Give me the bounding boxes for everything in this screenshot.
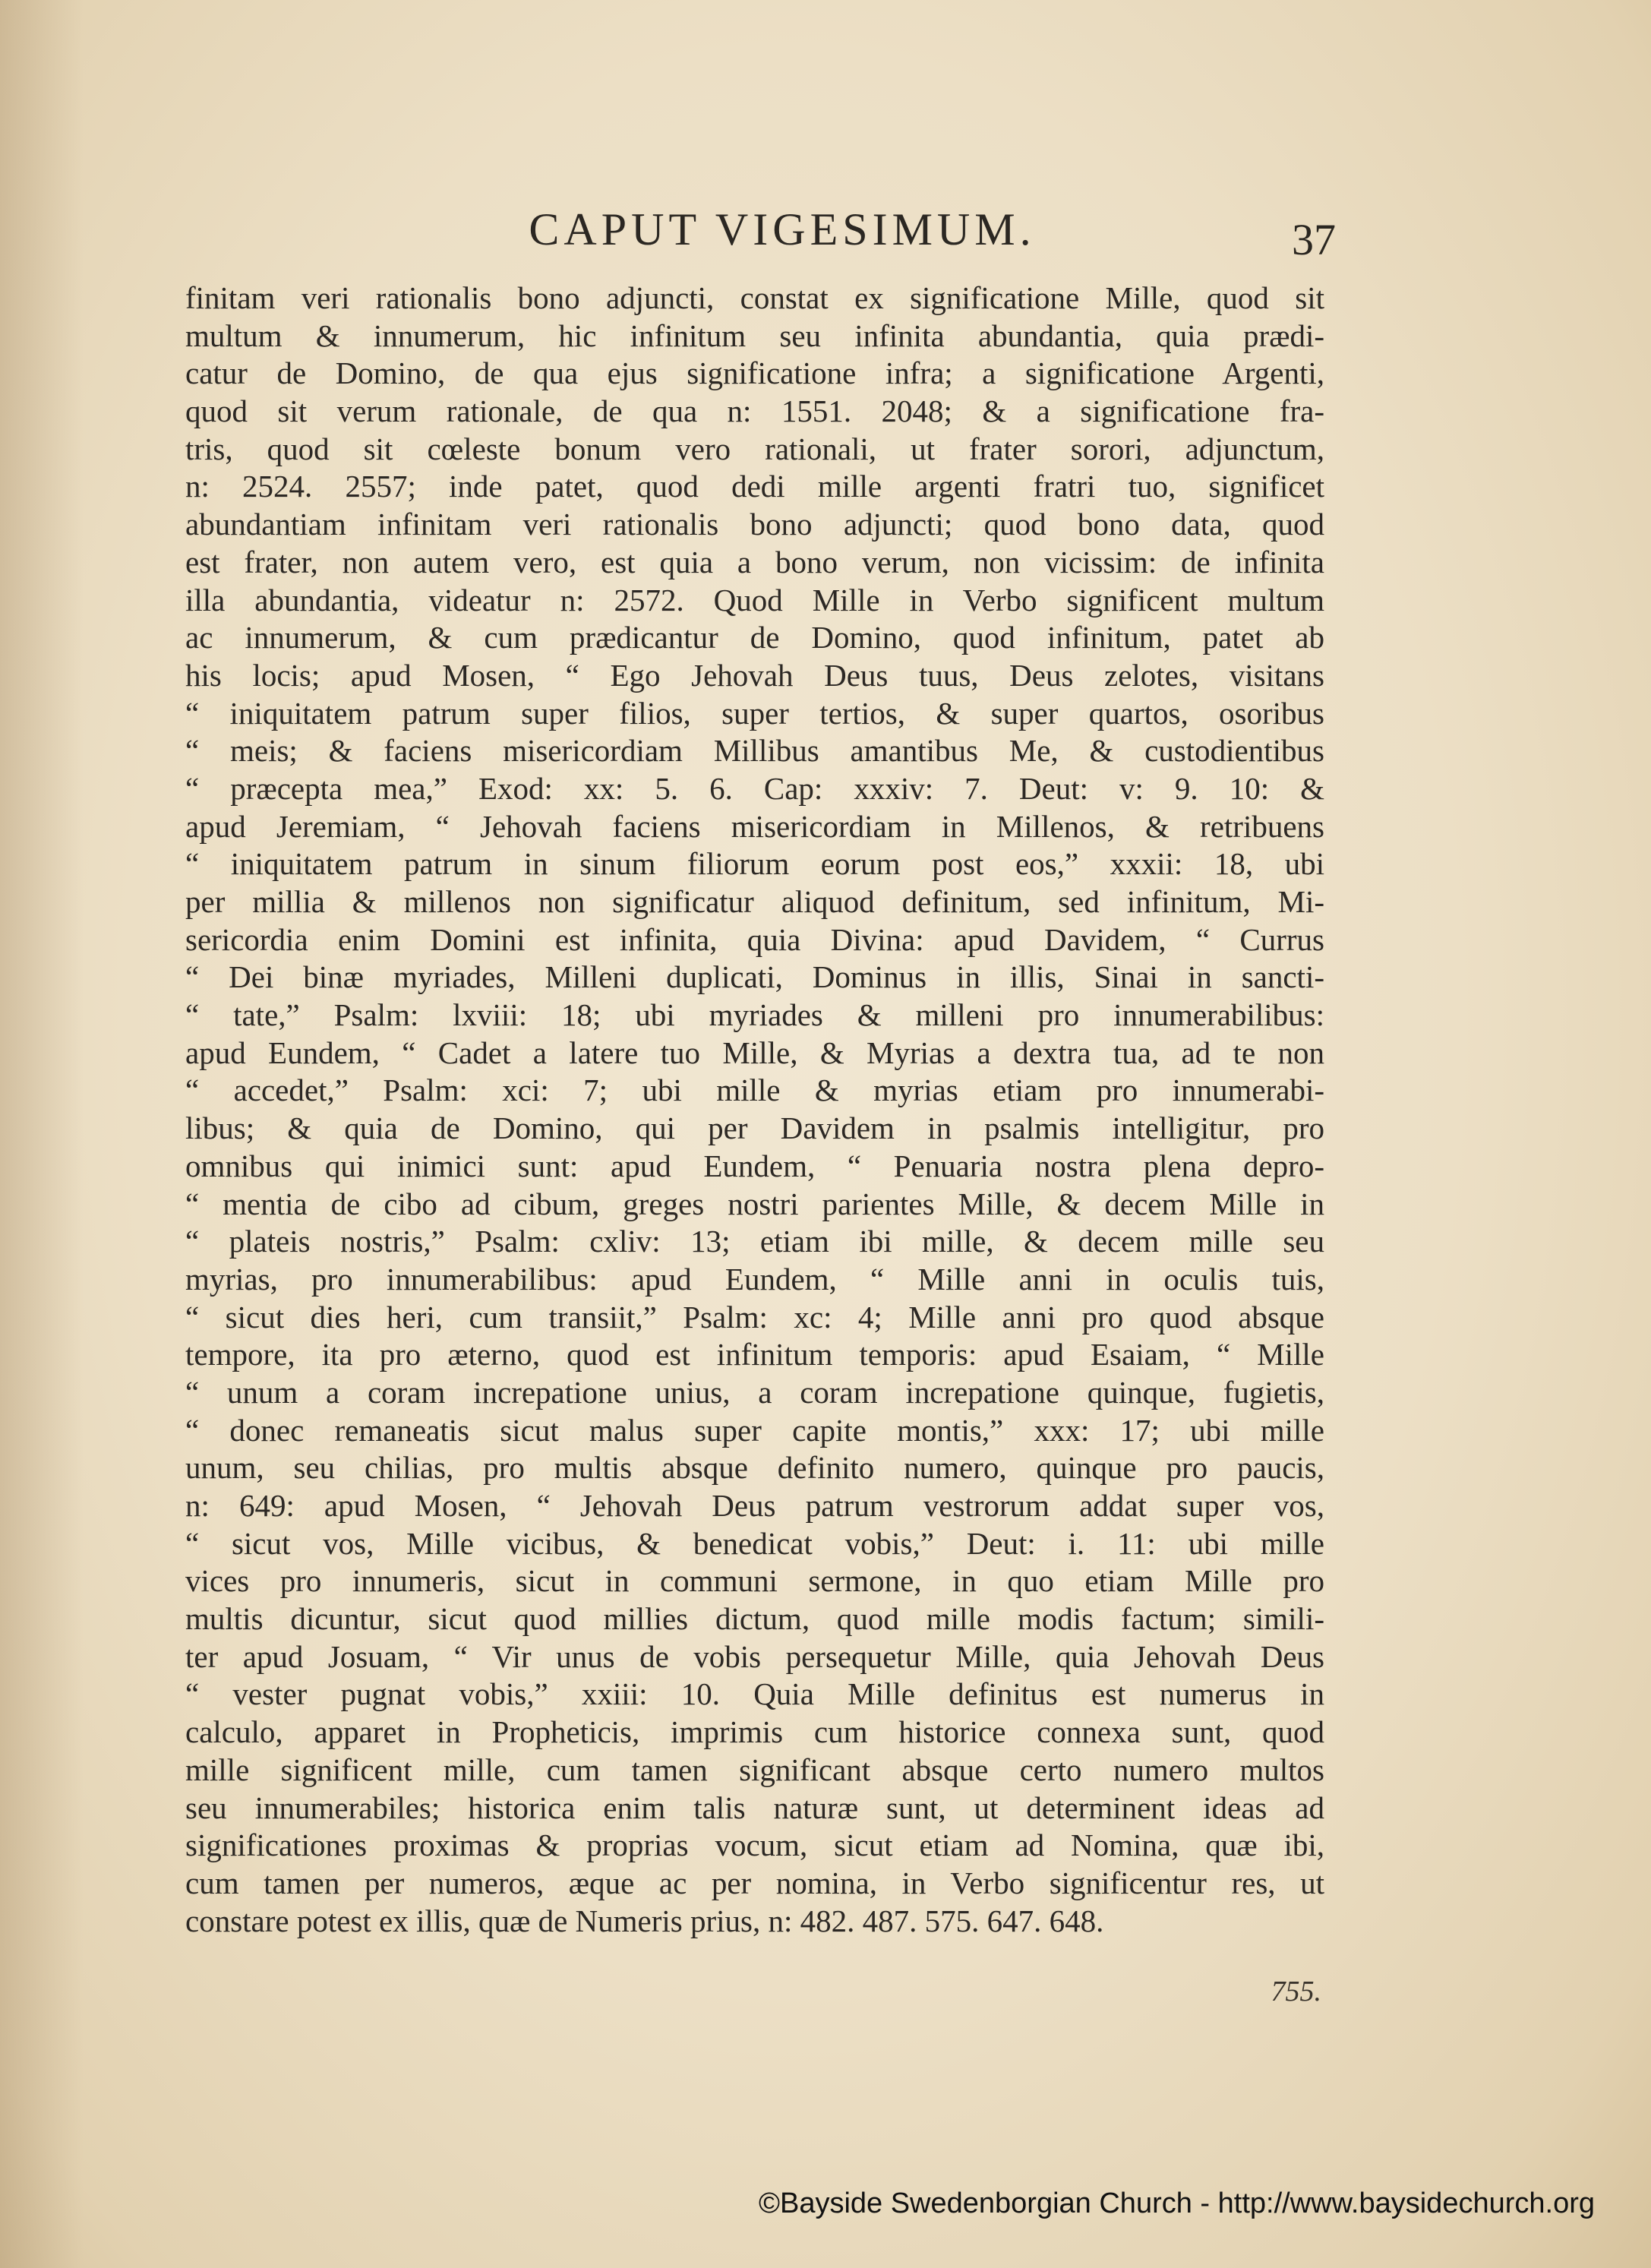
text-line: “ mentia de cibo ad cibum, greges nostri parientes Mille, & decem Mille in xyxy=(185,1186,1324,1221)
text-line: “ præcepta mea,” Exod: xx: 5. 6. Cap: xxxiv: 7. Deut: v: 9. 10: & xyxy=(185,770,1324,806)
text-line: “ donec remaneatis sicut malus super capite montis,” xxx: 17; ubi mille xyxy=(185,1412,1324,1448)
text-line: ac innumerum, & cum prædicantur de Domino, quod infinitum, patet ab xyxy=(185,620,1324,655)
text-line: “ iniquitatem patrum in sinum filiorum eorum post eos,” xxxii: 18, ubi xyxy=(185,846,1324,882)
page-number: 37 xyxy=(1292,215,1336,264)
text-line: libus; & quia de Domino, qui per Davidem in psalmis intelligitur, pro xyxy=(185,1110,1324,1146)
text-line: “ unum a coram increpatione unius, a coram increpatione quinque, fugietis, xyxy=(185,1374,1324,1410)
text-line: vices pro innumeris, sicut in communi sermone, in quo etiam Mille pro xyxy=(185,1563,1324,1599)
text-line: tris, quod sit cœleste bonum vero rationali, ut frater sorori, adjunctum, xyxy=(185,431,1324,466)
text-line: quod sit verum rationale, de qua n: 1551. 2048; & a significatione fra- xyxy=(185,393,1324,429)
text-line: cum tamen per numeros, æque ac per nomina, in Verbo significentur res, ut xyxy=(185,1865,1324,1900)
text-line: myrias, pro innumerabilibus: apud Eundem, “ Mille anni in oculis tuis, xyxy=(185,1261,1324,1297)
text-line: ter apud Josuam, “ Vir unus de vobis persequetur Mille, quia Jehovah Deus xyxy=(185,1638,1324,1674)
running-title: CAPUT VIGESIMUM. xyxy=(529,204,1036,254)
text-line: “ iniquitatem patrum super filios, super tertios, & super quartos, osoribus xyxy=(185,695,1324,731)
text-line: multum & innumerum, hic infinitum seu infinita abundantia, quia prædi- xyxy=(185,317,1324,353)
text-line: “ tate,” Psalm: lxviii: 18; ubi myriades & milleni pro innumerabilibus: xyxy=(185,997,1324,1033)
catchword: 755. xyxy=(1271,1976,1321,2007)
text-line: tempore, ita pro æterno, quod est infinitum temporis: apud Esaiam, “ Mille xyxy=(185,1337,1324,1372)
text-line: “ accedet,” Psalm: xci: 7; ubi mille & myrias etiam pro innumerabi- xyxy=(185,1072,1324,1108)
text-line: apud Jeremiam, “ Jehovah faciens misericordiam in Millenos, & retribuens xyxy=(185,808,1324,844)
copyright-credit: ©Bayside Swedenborgian Church - http://www.baysidechurch.org xyxy=(758,2187,1595,2219)
text-line: “ Dei binæ myriades, Milleni duplicati, Dominus in illis, Sinai in sancti- xyxy=(185,959,1324,995)
text-line: his locis; apud Mosen, “ Ego Jehovah Deus tuus, Deus zelotes, visitans xyxy=(185,657,1324,693)
text-line: omnibus qui inimici sunt: apud Eundem, “ Penuaria nostra plena depro- xyxy=(185,1148,1324,1183)
text-line: “ vester pugnat vobis,” xxiii: 10. Quia Mille definitus est numerus in xyxy=(185,1676,1324,1712)
text-line: unum, seu chilias, pro multis absque definito numero, quinque pro paucis, xyxy=(185,1450,1324,1486)
text-line: “ plateis nostris,” Psalm: cxliv: 13; etiam ibi mille, & decem mille seu xyxy=(185,1224,1324,1259)
text-line: constare potest ex illis, quæ de Numeris prius, n: 482. 487. 575. 647. 648. xyxy=(185,1903,1104,1938)
text-line: multis dicuntur, sicut quod millies dictum, quod mille modis factum; simili- xyxy=(185,1601,1324,1637)
page-header xyxy=(0,204,1651,280)
text-line: per millia & millenos non significatur aliquod definitum, sed infinitum, Mi- xyxy=(185,884,1324,919)
text-line: significationes proximas & proprias vocum, sicut etiam ad Nomina, quæ ibi, xyxy=(185,1827,1324,1863)
text-line: sericordia enim Domini est infinita, quia Divina: apud Davidem, “ Currus xyxy=(185,921,1324,957)
text-line: est frater, non autem vero, est quia a bono verum, non vicissim: de infinita xyxy=(185,544,1324,580)
text-line: apud Eundem, “ Cadet a latere tuo Mille, & Myrias a dextra tua, ad te non xyxy=(185,1034,1324,1070)
text-line: calculo, apparet in Propheticis, imprimis cum historice connexa sunt, quod xyxy=(185,1714,1324,1750)
text-line: “ meis; & faciens misericordiam Millibus amantibus Me, & custodientibus xyxy=(185,733,1324,769)
text-line: abundantiam infinitam veri rationalis bono adjuncti; quod bono data, quod xyxy=(185,507,1324,542)
text-line: seu innumerabiles; historica enim talis naturæ sunt, ut determinent ideas ad xyxy=(185,1789,1324,1825)
text-line: illa abundantia, videatur n: 2572. Quod Mille in Verbo significent multum xyxy=(185,582,1324,618)
text-line: n: 649: apud Mosen, “ Jehovah Deus patrum vestrorum addat super vos, xyxy=(185,1488,1324,1523)
text-line: finitam veri rationalis bono adjuncti, constat ex significatione Mille, quod sit xyxy=(185,280,1324,315)
text-line: catur de Domino, de qua ejus significatione infra; a significatione Argenti, xyxy=(185,355,1324,391)
text-line: n: 2524. 2557; inde patet, quod dedi mille argenti fratri tuo, significet xyxy=(185,469,1324,504)
text-line: “ sicut dies heri, cum transiit,” Psalm: xc: 4; Mille anni pro quod absque xyxy=(185,1299,1324,1335)
body-text xyxy=(185,280,1324,1940)
text-line: “ sicut vos, Mille vicibus, & benedicat vobis,” Deut: i. 11: ubi mille xyxy=(185,1525,1324,1561)
text-line: mille significent mille, cum tamen significant absque certo numero multos xyxy=(185,1752,1324,1787)
